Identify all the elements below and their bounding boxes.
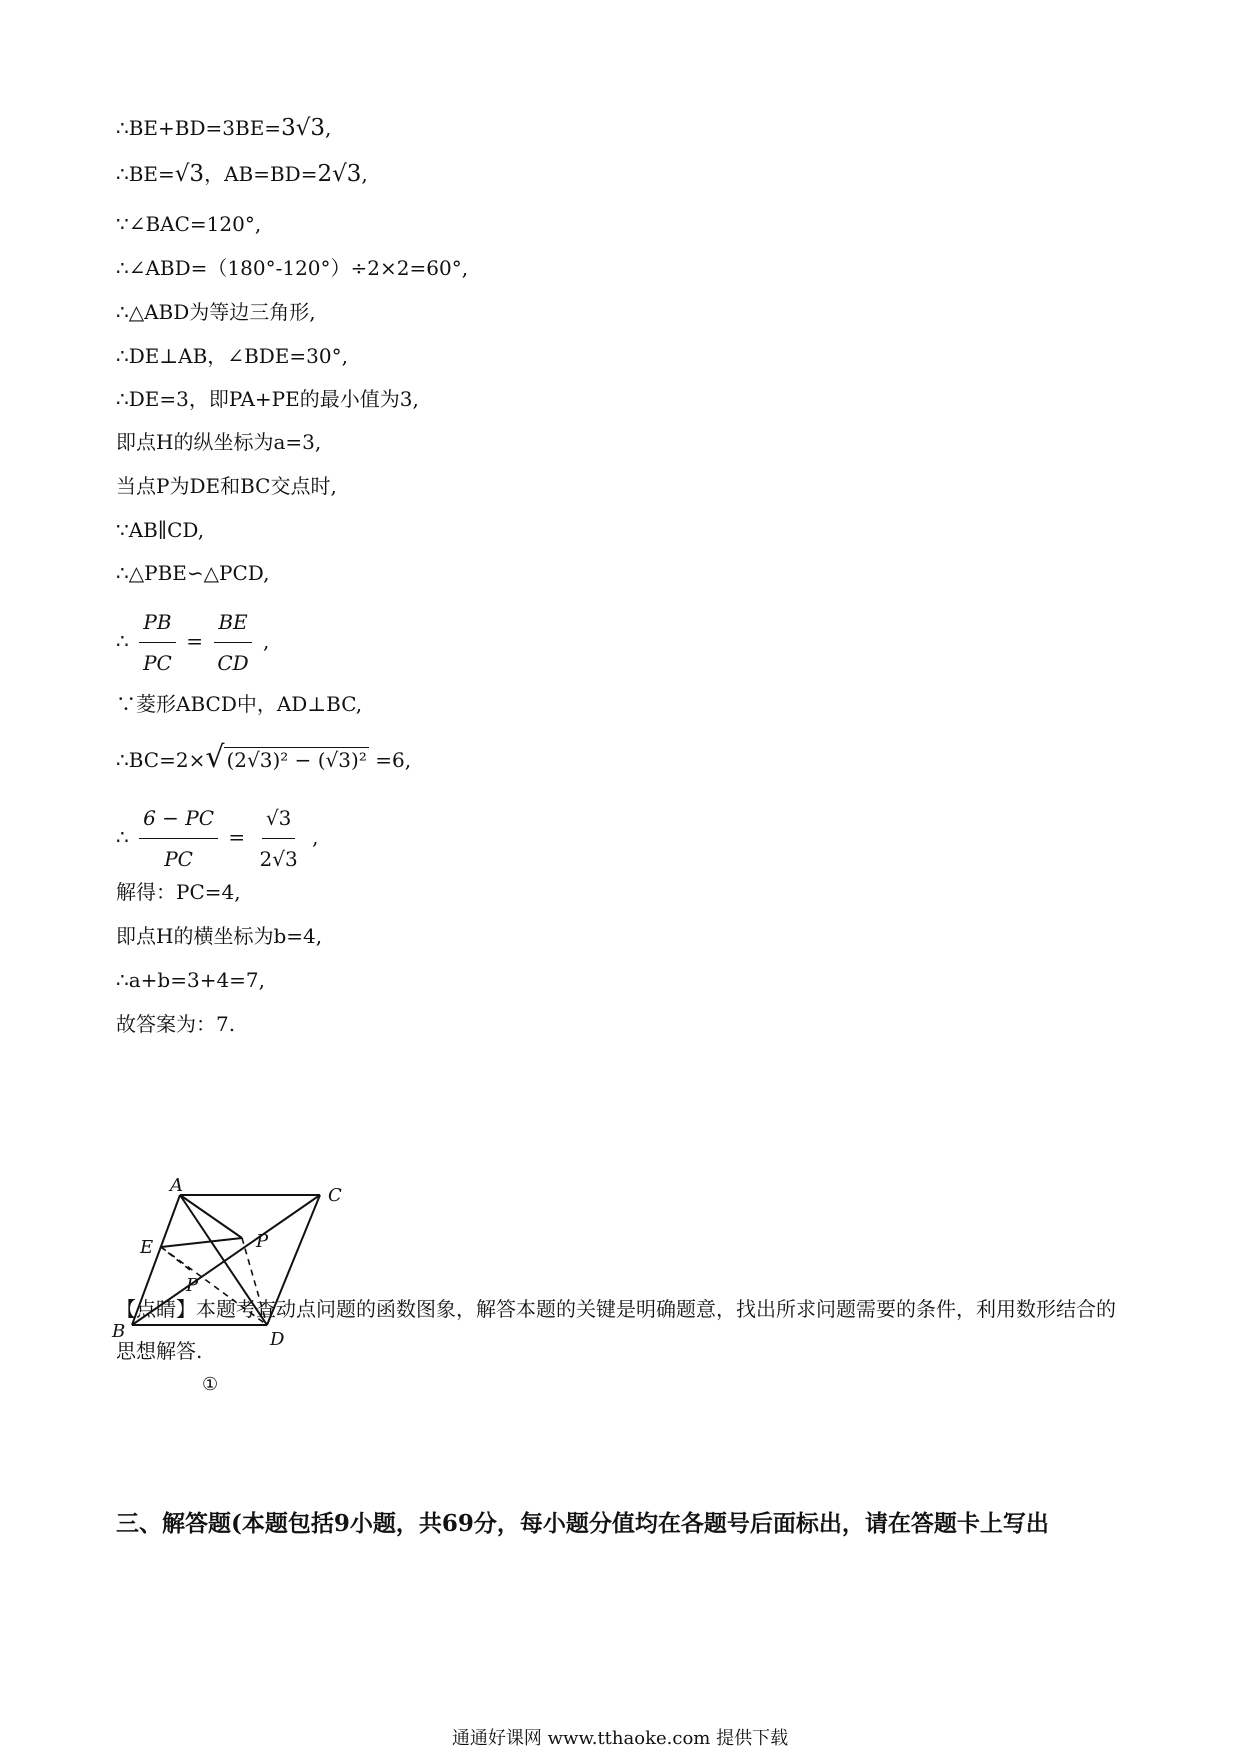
fraction-6-minus-pc: $\frac{6 - PC}{PC}$ <box>139 800 218 877</box>
fraction-be-cd: $\frac{BE}{CD}$ <box>213 604 252 681</box>
solution-line-9: 当点P为DE和BC交点时, <box>116 474 337 498</box>
comment-paragraph: 【点睛】本题考查动点问题的函数图象，解答本题的关键是明确题意，找出所求问题需要的条件，利用数形结合的思想解答. <box>116 1297 1116 1363</box>
solution-line-16: 故答案为：7. <box>116 1012 236 1036</box>
label-e: E <box>140 1237 154 1258</box>
solution-line-fraction-2: ∴ $\frac{6 - PC}{PC}$ = $\frac{√3}{2√3}$ , <box>116 800 318 877</box>
square-root-expression: √ (2√3)² − (√3)² <box>205 740 367 775</box>
solution-line-10: ∵AB∥CD, <box>116 518 205 542</box>
solution-line-fraction-1: ∴ $\frac{PB}{PC}$ = $\frac{BE}{CD}$ , <box>116 604 269 681</box>
math-3-root-3: 3√3 <box>281 115 325 141</box>
label-a: A <box>170 1175 183 1196</box>
fraction-root3-over-2root3: $\frac{√3}{2√3}$ <box>256 800 302 877</box>
label-b: B <box>112 1321 126 1342</box>
solution-line-7: ∴DE=3，即PA+PE的最小值为3, <box>116 387 419 411</box>
math-2-root-3: 2√3 <box>317 161 362 187</box>
solution-line-13: 解得：PC=4, <box>116 880 241 904</box>
segment-ap <box>180 1195 242 1238</box>
figure-caption: ① <box>202 1374 219 1395</box>
label-p-bottom: P <box>186 1275 199 1296</box>
solution-line-5: ∴△ABD为等边三角形, <box>116 300 316 324</box>
footer-watermark: 通通好课网 www.tthaoke.com 提供下载 <box>451 1728 789 1749</box>
math-root-3: √3 <box>174 161 205 187</box>
solution-line-1: ∴BE+BD=3BE=3√3, <box>116 115 332 141</box>
section-heading: 三、解答题(本题包括9小题，共69分，每小题分值均在各题号后面标出，请在答题卡上写出 <box>116 1510 1049 1537</box>
label-p-top: P <box>256 1231 269 1252</box>
solution-line-11: ∴△PBE∽△PCD, <box>116 561 270 585</box>
label-d: D <box>270 1329 285 1350</box>
solution-line-3: ∵∠BAC=120°, <box>116 212 262 236</box>
fraction-pb-pc: $\frac{PB}{PC}$ <box>139 604 176 681</box>
solution-line-4: ∴∠ABD=（180°-120°）÷2×2=60°, <box>116 256 469 280</box>
solution-line-14: 即点H的横坐标为b=4, <box>116 924 323 948</box>
solution-line-15: ∴a+b=3+4=7, <box>116 968 266 992</box>
segment-ep <box>161 1238 242 1247</box>
label-c: C <box>328 1185 342 1206</box>
solution-line-8: 即点H的纵坐标为a=3, <box>116 430 322 454</box>
solution-line-2: ∴BE=√3，AB=BD=2√3, <box>116 161 368 187</box>
solution-line-6: ∴DE⊥AB，∠BDE=30°, <box>116 344 348 368</box>
solution-line-sqrt: ∴BC=2×√ (2√3)² − (√3)² =6, <box>116 738 411 780</box>
solution-line-12: ∵菱形ABCD中，AD⊥BC, <box>116 692 363 716</box>
